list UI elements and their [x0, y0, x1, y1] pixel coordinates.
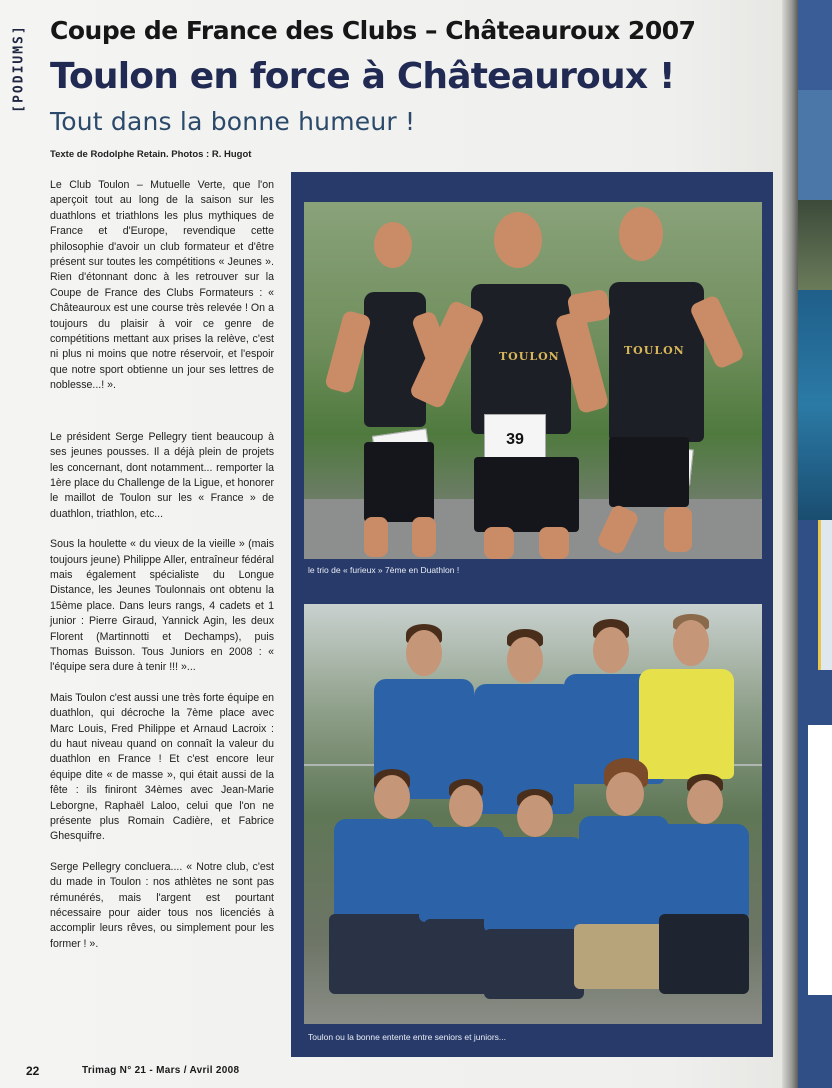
bib-number: 39 — [484, 414, 546, 466]
article-credits: Texte de Rodolphe Retain. Photos : R. Hugot — [50, 149, 252, 160]
page-gutter — [782, 0, 798, 1088]
adjacent-page-strip — [818, 520, 832, 670]
caption-top: le trio de « furieux » 7ème en Duathlon ! — [308, 565, 460, 575]
paragraph-1: Le Club Toulon – Mutuelle Verte, que l'on aperçoit tout au long de la saison sur les duathlons et triathlons les plus mythiques de France et d'Europe, revendique cette philosophie d'avoir un club formateur et d'être présent sur toutes les compétitions « Jeunes ». Rien d'étonnant donc à les retrouver sur la Coupe de France des Clubs Formateurs : « Châteauroux est une course très relevée ! On a toujours du plaisir à voir ce genre de compétitions mettant aux prises la relève, c'est ni plus ni moins que notre réservoir, et l'espoir que notre sport obtienne un jour ses lettres de noblesse...! ». — [50, 179, 274, 392]
athlete-center — [429, 202, 599, 559]
paragraph-4: Mais Toulon c'est aussi une très forte équipe en duathlon, qui décroche la 7ème place avec Marc Louis, Fred Philippe et Arnaud Lacroix : du haut niveau quand on connaît la valeur du duathlon en France ! Et c'est encore leur équipe dite « de masse », qui était aussi de la fête : ils finiront 34èmes avec Jean-Marie Leborgne, Raphaël Laloo, celui que l'on ne présente plus Romain Cadière, et Fabrice Ghesquifre. — [50, 691, 274, 843]
adjacent-page-top — [798, 0, 832, 90]
section-tag — [8, 18, 30, 118]
article-subhead: Tout dans la bonne humeur ! — [50, 107, 416, 136]
caption-bottom: Toulon ou la bonne entente entre seniors et juniors... — [308, 1032, 506, 1042]
article-body — [50, 178, 274, 967]
team-member-front-5 — [649, 774, 754, 1009]
page-number: 22 — [26, 1064, 40, 1078]
photo-frame — [291, 172, 773, 1057]
jersey-text-right: TOULON — [624, 344, 685, 357]
team-member-front-3 — [479, 789, 589, 1009]
jersey-text-center: TOULON — [499, 350, 560, 363]
section-tag-label: [PODIUMS] — [11, 23, 27, 113]
paragraph-2: Le président Serge Pellegry tient beaucoup à ses jeunes pousses. Il a déjà plein de projets les concernant, dont notamment... remporter la 1ère place du Challenge de la Ligue, et honorer le maillot de Toulon sur les « France » de duathlon, triathlon, etc... — [50, 430, 274, 520]
athlete-right — [594, 207, 754, 557]
photo-duathlon-trio — [304, 202, 762, 559]
article-kicker: Coupe de France des Clubs – Châteauroux 2007 — [50, 16, 696, 45]
adjacent-page-panel — [808, 725, 832, 995]
magazine-issue: Trimag N° 21 - Mars / Avril 2008 — [82, 1065, 240, 1076]
paragraph-5: Serge Pellegry concluera.... « Notre club, c'est du made in Toulon : nos athlètes ne sont pas rémunérés, mais l'argent est pourtant nécessaire pour aider tous nos licenciés à accomplir leurs rêves, ou simplement pour les former ! ». — [50, 860, 274, 950]
adjacent-page-water — [798, 290, 832, 520]
adjacent-page-edge — [798, 0, 832, 1088]
adjacent-page-band — [798, 90, 832, 200]
article-headline: Toulon en force à Châteauroux ! — [50, 56, 675, 97]
paragraph-3: Sous la houlette « du vieux de la vieille » (mais toujours jeune) Philippe Aller, entraîneur fédéral mais également spécialiste du Longue Distance, les Jeunes Toulonnais ont obtenu la 15ème place. Dans leurs rangs, 4 cadets et 1 junior : Pierre Giraud, Yannick Agin, les deux Florent (Martinnotti et Dechamps), puis Thomas Buisson. Tous Juniors en 2008 : « l'équipe sera dure à tenir !!! »... — [50, 538, 274, 674]
photo-team-group — [304, 604, 762, 1024]
adjacent-page-photo — [798, 200, 832, 290]
